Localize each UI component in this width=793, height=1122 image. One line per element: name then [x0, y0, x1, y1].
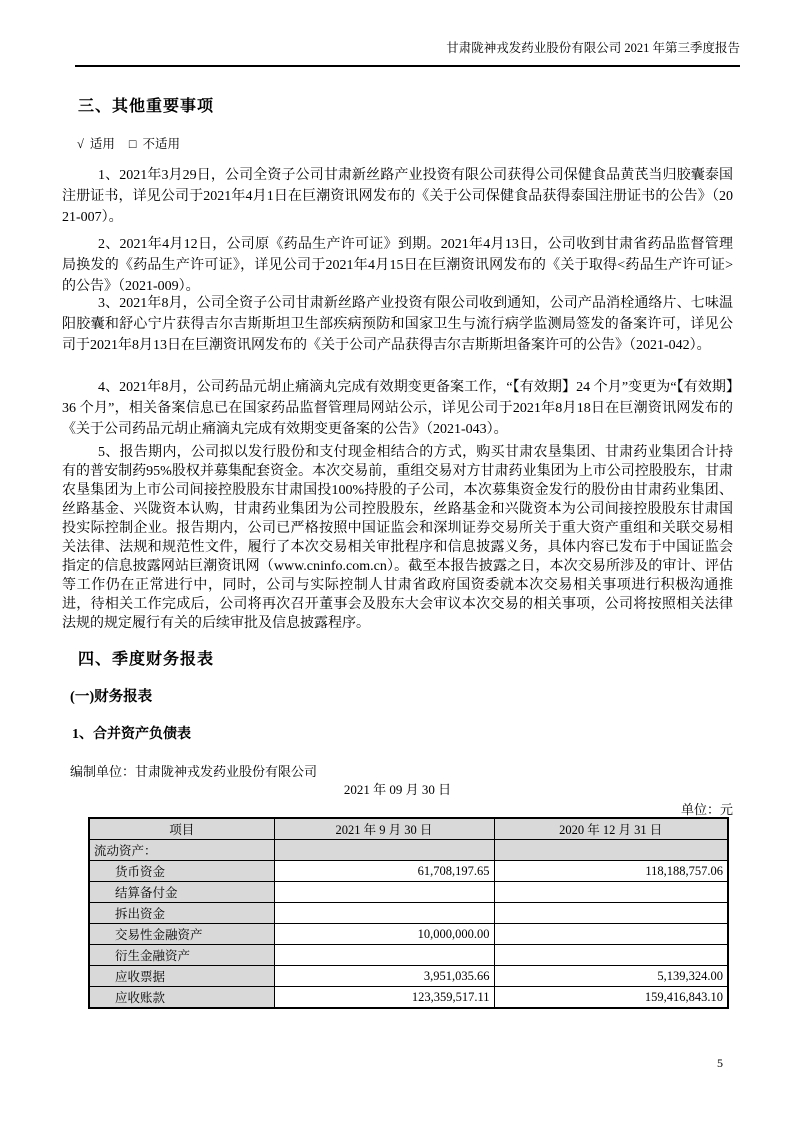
- cell-item: 流动资产：: [89, 840, 274, 861]
- check-icon: √: [77, 137, 84, 151]
- table-row: [89, 840, 728, 861]
- column-header-item: 项目: [89, 818, 274, 840]
- applicable-label: 适用: [89, 137, 115, 151]
- table-header-row: [89, 818, 728, 840]
- paragraph-3: 3、2021年8月，公司全资子公司甘肃新丝路产业投资有限公司收到通知，公司产品消栓通络片、七味温阳胶囊和舒心宁片获得吉尔吉斯斯坦卫生部疾病预防和国家卫生与流行病学监测局签发的备案许可，详见公司于2021年8月13日在巨潮资讯网发布的《关于公司产品获得吉尔吉斯斯坦备案许可的公告》（2021-042）。: [62, 296, 733, 353]
- paragraph-5: 5、报告期内，公司拟以发行股份和支付现金相结合的方式，购买甘肃农垦集团、甘肃药业集团合计持有的普安制药95%股权并募集配套资金。本次交易前，重组交易对方甘肃药业集团为上市公司控股股东，甘肃农垦集团为上市公司间接控股股东甘肃国投100%持股的子公司，本次募集资金发行的股份由甘肃药业集团、丝路基金、兴陇资本认购，甘肃药业集团为公司控股股东，丝路基金和兴陇资本为公司间接控股股东甘肃国投实际控制企业。报告期内，公司已严格按照中国证监会和深圳证券交易所关于重大资产重组和关联交易相关法律、法规和规范性文件，履行了本次交易相关审批程序和信息披露义务，具体内容已发布于中国证监会指定的信息披露网站巨潮资讯网（www.cninfo.com.cn）。截至本报告披露之日，本次交易所涉及的审计、评估等工作仍在正常进行中，同时，公司与实际控制人甘肃省政府国资委就本次交易相关事项进行积极沟通推进，待相关工作完成后，公司将再次召开董事会及股东大会审议本次交易的相关事项，公司将按照相关法律法规的规定履行有关的后续审批及信息披露程序。: [62, 445, 733, 631]
- cell-value-2021: [274, 903, 494, 924]
- financial-statements-subheading: (一)财务报表: [70, 689, 153, 705]
- cell-value-2020: 118,188,757.06: [494, 861, 728, 882]
- cell-item: 结算备付金: [89, 882, 274, 903]
- cell-item: 衍生金融资产: [89, 945, 274, 966]
- cell-value-2020: [494, 924, 728, 945]
- table-row: [89, 924, 728, 945]
- checkbox-icon: □: [128, 137, 137, 151]
- unit-label: 单位：元: [680, 802, 733, 817]
- cell-item: 应收票据: [89, 966, 274, 987]
- cell-value-2021: [274, 840, 494, 861]
- paragraph-4: 4、2021年8月，公司药品元胡止痛滴丸完成有效期变更备案工作，“【有效期】24 个月”变更为“【有效期】36 个月”，相关备案信息已在国家药品监督管理局网站公示，详见公司于2021年8月18日在巨潮资讯网发布的《关于公司药品元胡止痛滴丸完成有效期变更备案的公告》（2021-043）。: [62, 380, 733, 437]
- cell-value-2020: [494, 882, 728, 903]
- table-row: [89, 903, 728, 924]
- column-header-2020: 2020 年 12 月 31 日: [494, 818, 728, 840]
- prepared-by-label: 编制单位：甘肃陇神戎发药业股份有限公司: [70, 764, 318, 779]
- applicability-line: [77, 134, 194, 152]
- balance-sheet-table: [88, 817, 729, 1009]
- table-row: [89, 882, 728, 903]
- cell-value-2020: 5,139,324.00: [494, 966, 728, 987]
- cell-value-2020: [494, 840, 728, 861]
- cell-item: 货币资金: [89, 861, 274, 882]
- page-number: 5: [717, 1056, 723, 1070]
- cell-item: 交易性金融资产: [89, 924, 274, 945]
- report-header-title: 甘肃陇神戎发药业股份有限公司 2021 年第三季度报告: [75, 38, 740, 67]
- cell-item: 应收账款: [89, 987, 274, 1009]
- cell-value-2021: 3,951,035.66: [274, 966, 494, 987]
- cell-value-2020: 159,416,843.10: [494, 987, 728, 1009]
- table-row: [89, 945, 728, 966]
- cell-value-2021: [274, 945, 494, 966]
- statement-date: 2021 年 09 月 30 日: [343, 782, 452, 797]
- cell-value-2021: 61,708,197.65: [274, 861, 494, 882]
- cell-value-2021: 123,359,517.11: [274, 987, 494, 1009]
- section4-heading: 四、季度财务报表: [78, 651, 215, 668]
- cell-value-2021: [274, 882, 494, 903]
- table-row: [89, 987, 728, 1009]
- cell-value-2020: [494, 903, 728, 924]
- cell-value-2020: [494, 945, 728, 966]
- section3-heading: 三、其他重要事项: [78, 98, 215, 115]
- column-header-2021: 2021 年 9 月 30 日: [274, 818, 494, 840]
- table-row: [89, 861, 728, 882]
- cell-value-2021: 10,000,000.00: [274, 924, 494, 945]
- table-row: [89, 966, 728, 987]
- paragraph-2: 2、2021年4月12日，公司原《药品生产许可证》到期。2021年4月13日，公司收到甘肃省药品监督管理局换发的《药品生产许可证》，详见公司于2021年4月15日在巨潮资讯网发布的《关于取得<药品生产许可证>的公告》（2021-009）。: [62, 237, 733, 294]
- not-applicable-label: 不适用: [142, 137, 180, 151]
- balance-sheet-subheading: 1、合并资产负债表: [72, 727, 191, 742]
- paragraph-1: 1、2021年3月29日，公司全资子公司甘肃新丝路产业投资有限公司获得公司保健食品黄芪当归胶囊泰国注册证书，详见公司于2021年4月1日在巨潮资讯网发布的《关于公司保健食品获得泰国注册证书的公告》（2021-007）。: [62, 168, 733, 225]
- cell-item: 拆出资金: [89, 903, 274, 924]
